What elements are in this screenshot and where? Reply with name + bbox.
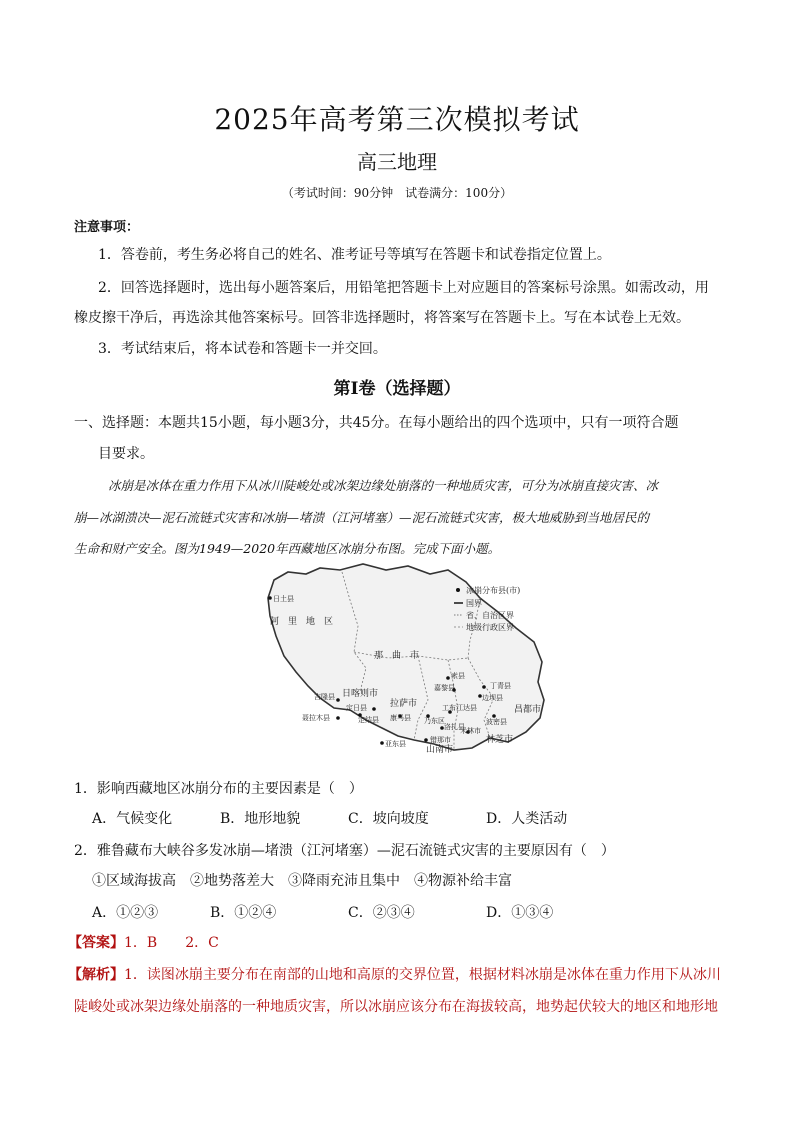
county-yadong: 亚东县 bbox=[385, 740, 406, 748]
county-bianba: 边坝县 bbox=[482, 694, 503, 702]
section-title: 第Ⅰ卷（选择题） bbox=[333, 379, 461, 399]
q2-option-a: A．①②③ bbox=[92, 905, 159, 921]
analysis-line-1 bbox=[68, 964, 721, 984]
section-intro-2: 目要求。 bbox=[98, 446, 154, 462]
county-ritu: 日土县 bbox=[273, 595, 294, 603]
section-intro-1: 一、选择题：本题共15小题，每小题3分，共45分。在每小题给出的四个选项中，只有一项符合题 bbox=[74, 415, 679, 431]
answer-label: 【答案】 bbox=[68, 935, 124, 951]
q2-option-b: B．①②④ bbox=[210, 905, 277, 921]
county-bomi: 波密县 bbox=[486, 718, 507, 726]
tibet-avalanche-map bbox=[258, 560, 558, 764]
region-ali: 阿 里 地 区 bbox=[270, 617, 334, 627]
answer-line bbox=[68, 932, 219, 952]
county-cuona: 错那市 bbox=[430, 736, 451, 744]
county-naidong: 乃东区 bbox=[424, 717, 445, 725]
county-luozha: 洛扎县 bbox=[444, 723, 465, 731]
legend-provincial-label: 省、自治区界 bbox=[466, 611, 514, 620]
exam-subtitle: 高三地理 bbox=[357, 150, 437, 174]
note-item-3: 3．考试结束后，将本试卷和答题卡一并交回。 bbox=[98, 341, 387, 357]
region-lasa: 拉萨市 bbox=[390, 699, 418, 709]
q1-option-d: D．人类活动 bbox=[486, 811, 568, 827]
q2-option-d: D．①③④ bbox=[486, 905, 554, 921]
q1-option-c: C．坡向坡度 bbox=[348, 811, 429, 827]
question-2-stem: 2．雅鲁藏布大峡谷多发冰崩—堵溃（江河堵塞）—泥石流链式灾害的主要原因有（ ） bbox=[74, 843, 615, 859]
analysis-text-1: 1．读图冰崩主要分布在南部的山地和高原的交界位置，根据材料冰崩是冰体在重力作用下从冰川 bbox=[124, 967, 721, 983]
region-shannan: 山南市 bbox=[426, 745, 454, 755]
region-linzhi: 林芝市 bbox=[486, 735, 514, 745]
county-jilong: 吉隆县 bbox=[314, 693, 335, 701]
material-line-1: 冰崩是冰体在重力作用下从冰川陡峻处或冰架边缘处崩落的一种地质灾害，可分为冰崩直接灾害、冰 bbox=[108, 478, 659, 493]
region-changdu: 昌都市 bbox=[514, 705, 542, 715]
note-item-1: 1．答卷前，考生务必将自己的姓名、准考证号等填写在答题卡和试卷指定位置上。 bbox=[98, 247, 611, 263]
region-naqu: 那 曲 市 bbox=[374, 651, 420, 661]
material-line-3: 生命和财产安全。图为1949—2020年西藏地区冰崩分布图。完成下面小题。 bbox=[74, 541, 501, 556]
analysis-line-2: 陡峻处或冰架边缘处崩落的一种地质灾害，所以冰崩应该分布在海拔较高，地势起伏较大的地区和地形地 bbox=[74, 999, 718, 1015]
note-item-2-cont: 橡皮擦干净后，再选涂其他答案标号。回答非选择题时，将答案写在答题卡上。写在本试卷上无效。 bbox=[74, 310, 690, 326]
county-gongbujiangda: 工布江达县 bbox=[442, 704, 477, 712]
legend-prefectural-label: 地级行政区界 bbox=[466, 623, 514, 632]
exam-title: 2025年高考第三次模拟考试 bbox=[214, 103, 580, 136]
exam-info: （考试时间：90分钟 试卷满分：100分） bbox=[281, 186, 513, 200]
analysis-label: 【解析】 bbox=[68, 967, 124, 983]
q1-option-b: B．地形地貌 bbox=[220, 811, 301, 827]
question-1-stem: 1．影响西藏地区冰崩分布的主要因素是（ ） bbox=[74, 781, 363, 797]
region-rikaze: 日喀则市 bbox=[342, 689, 379, 699]
county-suo: 索县 bbox=[451, 672, 465, 680]
county-dingjie: 定结县 bbox=[358, 716, 379, 724]
county-jiali: 嘉黎县 bbox=[434, 684, 455, 692]
legend-national-label: 国界 bbox=[466, 599, 482, 608]
county-milin: 米林市 bbox=[460, 727, 481, 735]
county-nielamu: 聂拉木县 bbox=[302, 714, 330, 722]
q1-option-a: A．气候变化 bbox=[92, 811, 173, 827]
q2-statements: ①区域海拔高 ②地势落差大 ③降雨充沛且集中 ④物源补给丰富 bbox=[92, 873, 512, 889]
note-item-2: 2．回答选择题时，选出每小题答案后，用铅笔把答题卡上对应题目的答案标号涂黑。如需改动，用 bbox=[98, 280, 709, 296]
county-dingqing: 丁青县 bbox=[490, 682, 511, 690]
legend-point-label: 冰崩分布县(市) bbox=[466, 586, 521, 595]
county-dingri: 定日县 bbox=[346, 704, 367, 712]
county-kangma: 康马县 bbox=[390, 714, 411, 722]
material-line-2: 崩—冰湖溃决—泥石流链式灾害和冰崩—堵溃（江河堵塞）—泥石流链式灾害，极大地威胁到当地居民的 bbox=[74, 510, 650, 525]
notes-heading: 注意事项： bbox=[74, 220, 140, 235]
answer-text: 1．B 2．C bbox=[124, 935, 219, 951]
q2-option-c: C．②③④ bbox=[348, 905, 415, 921]
